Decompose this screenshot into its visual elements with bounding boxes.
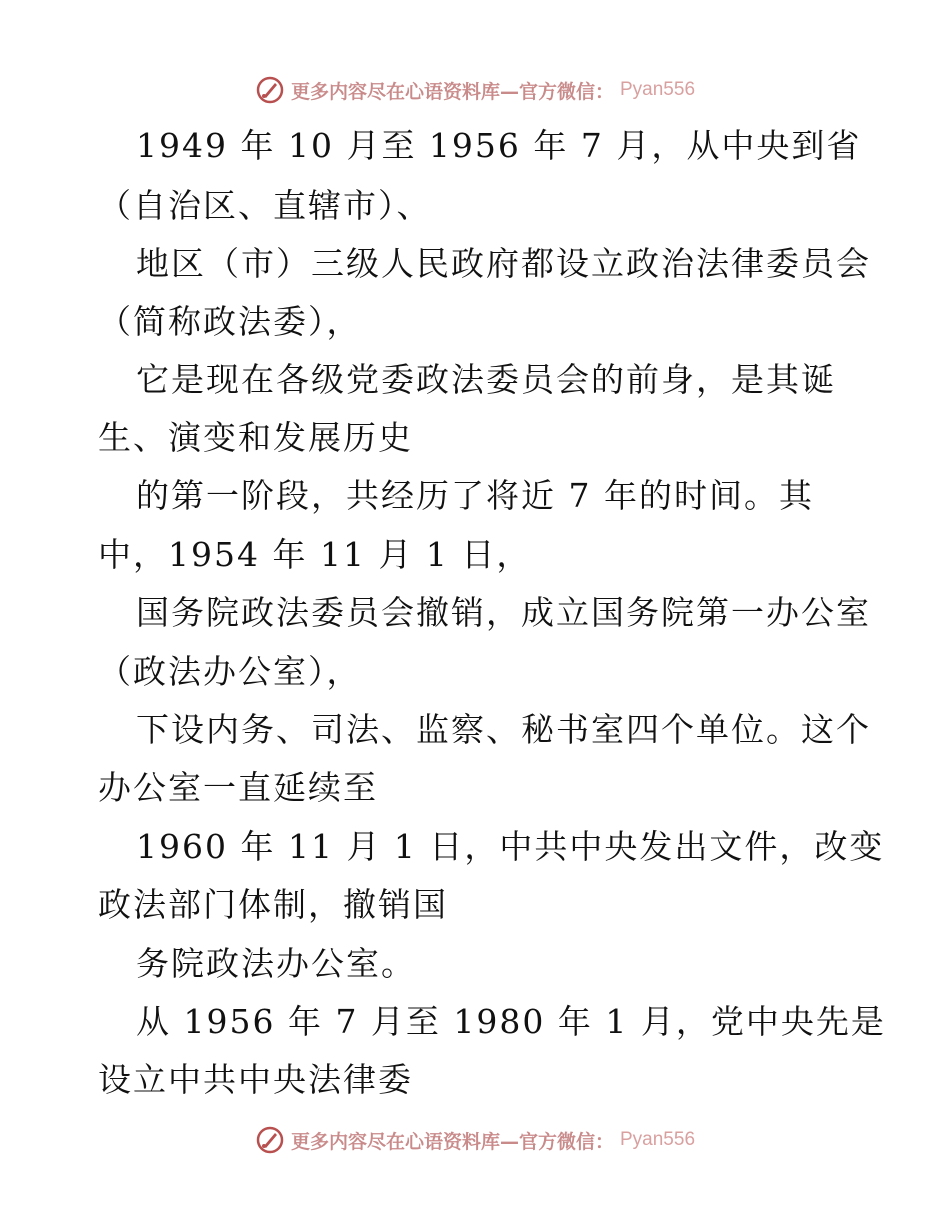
text-line: 1949 年 10 月至 1956 年 7 月，从中央到省 [136, 126, 862, 165]
text-line: 设立中共中央法律委 [98, 1060, 413, 1099]
watermark-text: 更多内容尽在心语资料库—官方微信： [290, 80, 614, 103]
text-line: 办公室一直延续至 [98, 768, 378, 807]
text-line: 1960 年 11 月 1 日，中共中央发出文件，改变 [136, 827, 885, 866]
watermark-text: 更多内容尽在心语资料库—官方微信： [290, 1130, 614, 1153]
text-line: 国务院政法委员会撤销，成立国务院第一办公室 [136, 593, 871, 632]
quill-logo-icon [255, 1125, 285, 1155]
text-line: 政法部门体制，撤销国 [98, 885, 448, 924]
footer-watermark [0, 1120, 950, 1160]
text-line: （简称政法委）， [98, 302, 362, 341]
text-line: 从 1956 年 7 月至 1980 年 1 月，党中央先是 [136, 1002, 886, 1041]
text-line: 生、演变和发展历史 [98, 418, 413, 457]
text-line: 地区（市）三级人民政府都设立政治法律委员会 [136, 244, 871, 283]
text-line: 的第一阶段，共经历了将近 7 年的时间。其 [136, 476, 814, 515]
watermark-brand: Pyan556 [620, 1129, 696, 1150]
text-line: 它是现在各级党委政法委员会的前身，是其诞 [136, 360, 836, 399]
text-line: 中，1954 年 11 月 1 日， [98, 535, 532, 574]
text-line: （自治区、直辖市）、 [98, 186, 432, 225]
text-line: （政法办公室）， [98, 652, 362, 691]
watermark-brand: Pyan556 [620, 79, 696, 100]
text-line: 下设内务、司法、监察、秘书室四个单位。这个 [136, 710, 871, 749]
text-line: 务院政法办公室。 [136, 944, 416, 983]
